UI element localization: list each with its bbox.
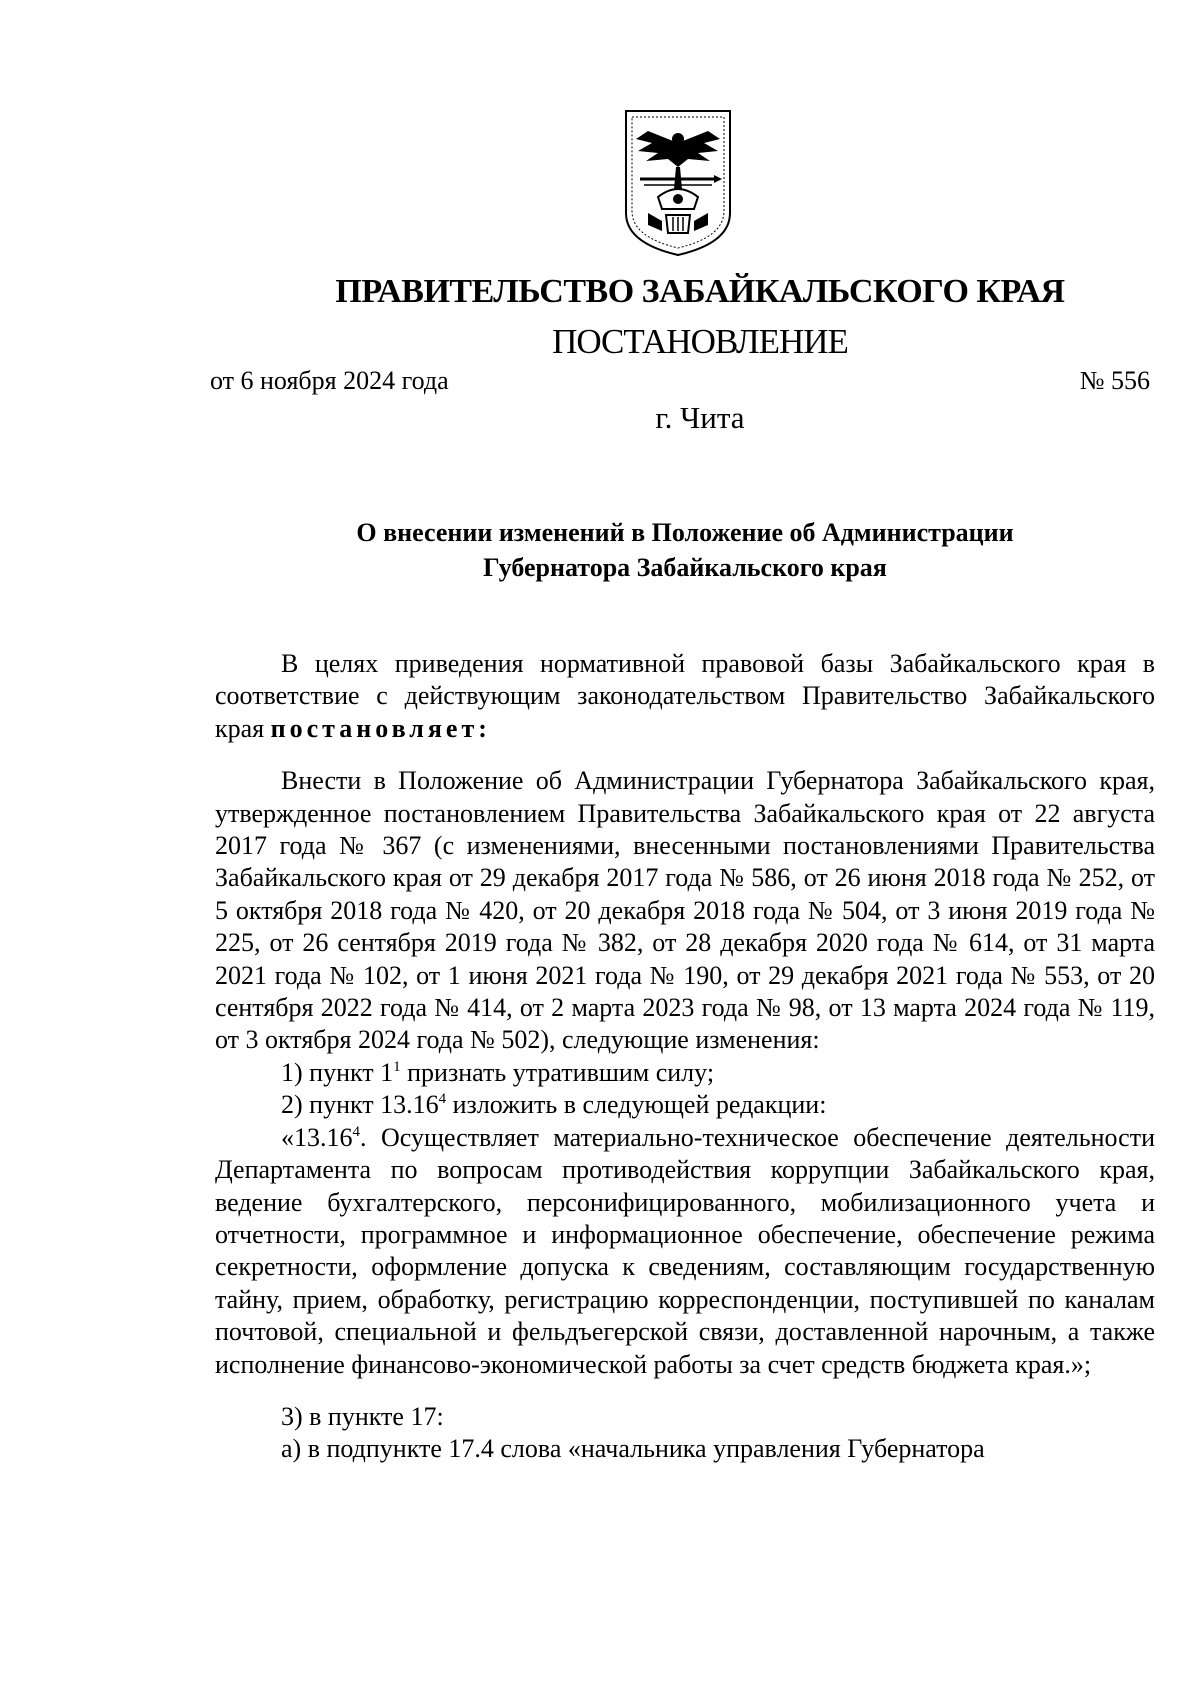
coat-of-arms-icon bbox=[618, 103, 738, 263]
amendment-item-1 bbox=[215, 1057, 1155, 1089]
amendment-item-2 bbox=[215, 1089, 1155, 1121]
resolves-word: постановляет: bbox=[270, 713, 491, 743]
subject-line-1: О внесении изменений в Положение об Администрации bbox=[356, 518, 1014, 547]
main-paragraph: Внести в Положение об Администрации Губернатора Забайкальского края, утвержденное постановлением Правительства Забайкальского края от 22 августа 2017 года № 367 (с изменениями, внесенными постановлениями Правительства Забайкальского края от 29 декабря 2017 года № 586, от 26 июня 2018 года № 252, от 5 октября 2018 года № 420, от 20 декабря 2018 года № 504, от 3 июня 2019 года № 225, от 26 сентября 2019 года № 382, от 28 декабря 2020 года № 614, от 31 марта 2021 года № 102, от 1 июня 2021 года № 190, от 29 декабря 2021 года № 553, от 20 сентября 2022 года № 414, от 2 марта 2023 года № 98, от 13 марта 2024 года № 119, от 3 октября 2024 года № 502), следующие изменения: bbox=[215, 766, 1155, 1055]
document-body bbox=[215, 648, 1155, 1466]
preamble-text: В целях приведения нормативной правовой базы Забайкальского края в соответствие с действующим законодательством Правительство Забайкальского края bbox=[215, 649, 1155, 743]
item-2-text-end: изложить в следующей редакции: bbox=[446, 1090, 827, 1120]
document-date: от 6 ноября 2024 года bbox=[210, 366, 449, 395]
quote-superscript: 4 bbox=[352, 1123, 360, 1140]
subject-line-2: Губернатора Забайкальского края bbox=[483, 553, 887, 582]
item-2-superscript: 4 bbox=[438, 1091, 447, 1108]
amendment-item-3a: а) в подпункте 17.4 слова «начальника управления Губернатора bbox=[281, 1434, 985, 1464]
quoted-new-wording bbox=[215, 1122, 1155, 1381]
document-type: ПОСТАНОВЛЕНИЕ bbox=[552, 322, 848, 361]
document-number: № 556 bbox=[1079, 366, 1150, 395]
amendment-item-3: 3) в пункте 17: bbox=[281, 1401, 444, 1431]
item-1-text-end: признать утратившим силу; bbox=[400, 1057, 715, 1087]
government-title: ПРАВИТЕЛЬСТВО ЗАБАЙКАЛЬСКОГО КРАЯ bbox=[335, 273, 1065, 310]
document-city: г. Чита bbox=[655, 400, 745, 435]
item-1-superscript: 1 bbox=[393, 1058, 401, 1075]
document-subject bbox=[215, 515, 1155, 585]
preamble-paragraph bbox=[215, 648, 1155, 745]
item-2-text: 2) пункт 13.16 bbox=[281, 1090, 439, 1120]
paragraph-gap bbox=[215, 745, 1155, 765]
item-1-text: 1) пункт 1 bbox=[281, 1057, 394, 1087]
paragraph-gap bbox=[215, 1381, 1155, 1401]
quote-text: «13.16 bbox=[281, 1122, 353, 1152]
quote-text-end: . Осуществляет материально-техническое обеспечение деятельности Департамента по вопросам противодействия коррупции Забайкальского края, ведение бухгалтерского, персонифицированного, мобилизационного учета и отчетности, программное и информационное обеспечение, обеспечение режима секретности, оформление допуска к сведениям, составляющим государственную тайну, прием, обработку, регистрацию корреспонденции, поступившей по каналам почтовой, специальной и фельдъегерской связи, доставленной нарочным, а также исполнение финансово-экономической работы за счет средств бюджета края.»; bbox=[215, 1122, 1155, 1379]
